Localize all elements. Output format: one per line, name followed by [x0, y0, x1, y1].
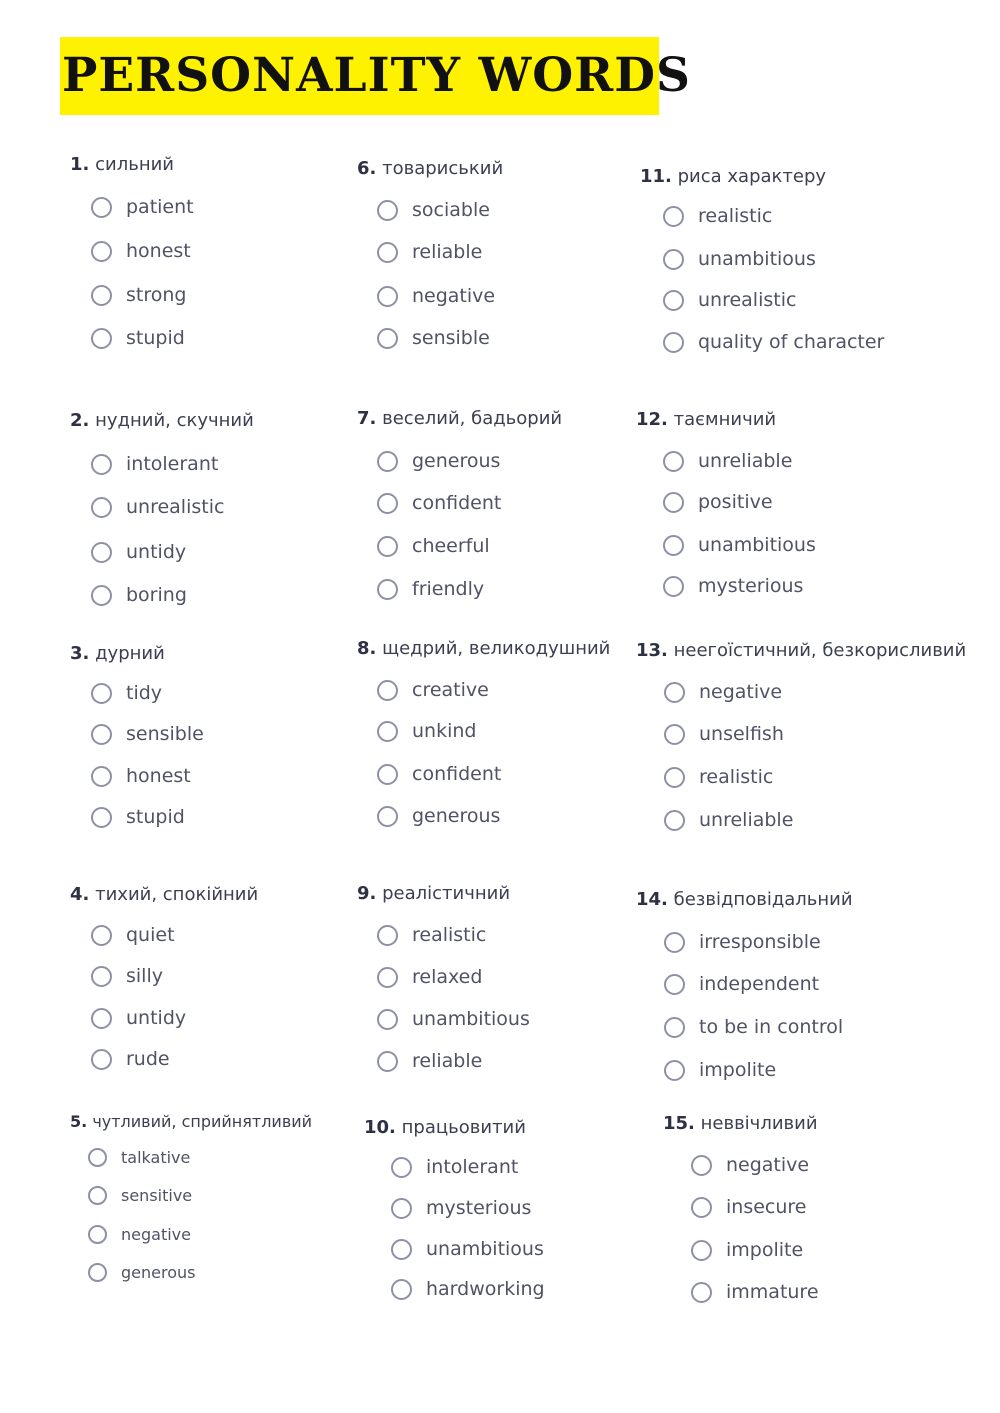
option-label: negative	[726, 1154, 810, 1176]
option-label: confident	[412, 763, 502, 785]
option-label: untidy	[126, 541, 187, 563]
radio-button[interactable]	[377, 451, 398, 472]
question-number: 2.	[70, 410, 90, 431]
question-prompt	[357, 158, 657, 180]
answer-option[interactable]	[664, 931, 821, 953]
radio-button[interactable]	[88, 1263, 107, 1282]
option-label: negative	[121, 1225, 191, 1244]
answer-option[interactable]	[91, 723, 204, 745]
radio-button[interactable]	[664, 974, 685, 995]
answer-option[interactable]	[88, 1263, 195, 1282]
question-number: 10.	[364, 1117, 396, 1138]
radio-button[interactable]	[377, 806, 398, 827]
question-3	[70, 643, 370, 665]
question-number: 6.	[357, 158, 377, 179]
radio-button[interactable]	[377, 200, 398, 221]
answer-option[interactable]	[377, 285, 495, 307]
question-prompt	[70, 643, 370, 665]
option-label: rude	[126, 1048, 170, 1070]
radio-button[interactable]	[664, 1060, 685, 1081]
answer-option[interactable]	[691, 1281, 819, 1303]
question-5	[70, 1111, 370, 1133]
answer-option[interactable]	[91, 806, 185, 828]
question-number: 7.	[357, 408, 377, 429]
option-label: mysterious	[426, 1197, 532, 1219]
question-4	[70, 884, 370, 906]
option-label: confident	[412, 492, 502, 514]
answer-option[interactable]	[663, 450, 792, 472]
question-number: 15.	[663, 1113, 695, 1134]
question-prompt	[636, 889, 936, 911]
radio-button[interactable]	[91, 1008, 112, 1029]
question-text: працьовитий	[401, 1117, 526, 1138]
question-prompt	[364, 1117, 664, 1139]
question-15	[663, 1113, 963, 1135]
answer-option[interactable]	[91, 1048, 170, 1070]
question-prompt	[70, 1111, 370, 1133]
answer-option[interactable]	[664, 809, 793, 831]
answer-option[interactable]	[663, 491, 773, 513]
radio-button[interactable]	[91, 766, 112, 787]
option-label: reliable	[412, 241, 483, 263]
answer-option[interactable]	[664, 1059, 776, 1081]
question-number: 13.	[636, 640, 668, 661]
option-label: negative	[699, 681, 783, 703]
answer-option[interactable]	[91, 924, 175, 946]
question-text: товариський	[382, 158, 504, 179]
radio-button[interactable]	[91, 1049, 112, 1070]
radio-button[interactable]	[391, 1198, 412, 1219]
radio-button[interactable]	[691, 1197, 712, 1218]
option-label: unambitious	[412, 1008, 530, 1030]
option-label: unreliable	[698, 450, 793, 472]
radio-button[interactable]	[377, 764, 398, 785]
radio-button[interactable]	[91, 683, 112, 704]
option-label: unrealistic	[126, 496, 225, 518]
question-prompt	[357, 883, 657, 905]
option-label: unambitious	[426, 1238, 544, 1260]
answer-option[interactable]	[91, 584, 187, 606]
answer-option[interactable]	[664, 681, 782, 703]
radio-button[interactable]	[663, 206, 684, 227]
radio-button[interactable]	[91, 585, 112, 606]
radio-button[interactable]	[88, 1225, 107, 1244]
option-label: sensitive	[121, 1186, 193, 1205]
answer-option[interactable]	[377, 720, 476, 742]
answer-option[interactable]	[91, 327, 185, 349]
radio-button[interactable]	[391, 1239, 412, 1260]
answer-option[interactable]	[91, 496, 224, 518]
radio-button[interactable]	[391, 1157, 412, 1178]
option-label: stupid	[126, 327, 185, 349]
option-label: creative	[412, 679, 489, 701]
answer-option[interactable]	[663, 331, 884, 353]
question-12	[636, 409, 936, 431]
answer-option[interactable]	[88, 1225, 191, 1244]
answer-option[interactable]	[664, 766, 773, 788]
option-label: irresponsible	[699, 931, 821, 953]
question-prompt	[70, 410, 370, 432]
question-number: 1.	[70, 154, 90, 175]
question-text: дурний	[95, 643, 165, 664]
option-label: impolite	[726, 1239, 804, 1261]
question-number: 4.	[70, 884, 90, 905]
option-label: stupid	[126, 806, 185, 828]
answer-option[interactable]	[91, 541, 186, 563]
question-text: неввічливий	[700, 1113, 818, 1134]
answer-option[interactable]	[377, 492, 501, 514]
answer-option[interactable]	[663, 575, 803, 597]
radio-button[interactable]	[377, 493, 398, 514]
question-prompt	[640, 166, 940, 188]
radio-button[interactable]	[664, 682, 685, 703]
answer-option[interactable]	[663, 534, 816, 556]
option-label: strong	[126, 284, 187, 306]
question-14	[636, 889, 936, 911]
answer-option[interactable]	[691, 1196, 806, 1218]
radio-button[interactable]	[91, 328, 112, 349]
radio-button[interactable]	[664, 724, 685, 745]
option-label: negative	[412, 285, 496, 307]
radio-button[interactable]	[664, 767, 685, 788]
option-label: tidy	[126, 682, 163, 704]
answer-option[interactable]	[91, 965, 163, 987]
option-label: unselfish	[699, 723, 784, 745]
page-title: PERSONALITY WORDS	[62, 48, 691, 103]
radio-button[interactable]	[377, 536, 398, 557]
option-label: realistic	[699, 766, 774, 788]
option-label: sociable	[412, 199, 490, 221]
question-11	[640, 166, 940, 188]
answer-option[interactable]	[663, 248, 816, 270]
question-13	[636, 640, 967, 662]
question-number: 11.	[640, 166, 672, 187]
question-prompt	[357, 408, 657, 430]
radio-button[interactable]	[91, 197, 112, 218]
option-label: mysterious	[698, 575, 804, 597]
answer-option[interactable]	[88, 1186, 192, 1205]
option-label: hardworking	[426, 1278, 545, 1300]
question-text: сильний	[95, 154, 174, 175]
question-number: 9.	[357, 883, 377, 904]
option-label: unambitious	[698, 248, 816, 270]
radio-button[interactable]	[691, 1240, 712, 1261]
option-label: realistic	[412, 924, 487, 946]
answer-option[interactable]	[664, 973, 819, 995]
answer-option[interactable]	[663, 205, 772, 227]
option-label: unreliable	[699, 809, 794, 831]
answer-option[interactable]	[91, 284, 186, 306]
answer-option[interactable]	[91, 765, 191, 787]
answer-option[interactable]	[391, 1278, 545, 1300]
answer-option[interactable]	[377, 763, 501, 785]
option-label: untidy	[126, 1007, 187, 1029]
radio-button[interactable]	[91, 542, 112, 563]
radio-button[interactable]	[691, 1155, 712, 1176]
question-text: таємничий	[673, 409, 777, 430]
radio-button[interactable]	[377, 1009, 398, 1030]
answer-option[interactable]	[391, 1197, 531, 1219]
answer-option[interactable]	[91, 1007, 186, 1029]
answer-option[interactable]	[377, 679, 489, 701]
option-label: generous	[121, 1263, 196, 1282]
question-2	[70, 410, 370, 432]
option-label: sensible	[126, 723, 204, 745]
radio-button[interactable]	[663, 249, 684, 270]
option-label: relaxed	[412, 966, 483, 988]
question-text: чутливий, сприйнятливий	[92, 1112, 313, 1131]
option-label: unkind	[412, 720, 477, 742]
answer-option[interactable]	[663, 289, 796, 311]
question-text: безвідповідальний	[673, 889, 853, 910]
question-prompt	[70, 884, 370, 906]
option-label: positive	[698, 491, 773, 513]
option-label: unambitious	[698, 534, 816, 556]
radio-button[interactable]	[664, 810, 685, 831]
answer-option[interactable]	[664, 723, 784, 745]
radio-button[interactable]	[91, 724, 112, 745]
option-label: impolite	[699, 1059, 777, 1081]
radio-button[interactable]	[377, 579, 398, 600]
option-label: honest	[126, 240, 191, 262]
radio-button[interactable]	[663, 451, 684, 472]
answer-option[interactable]	[377, 805, 500, 827]
option-label: patient	[126, 196, 194, 218]
answer-option[interactable]	[377, 199, 490, 221]
radio-button[interactable]	[663, 290, 684, 311]
radio-button[interactable]	[88, 1186, 107, 1205]
radio-button[interactable]	[91, 454, 112, 475]
question-text: тихий, спокійний	[95, 884, 259, 905]
radio-button[interactable]	[663, 492, 684, 513]
option-label: insecure	[726, 1196, 807, 1218]
radio-button[interactable]	[91, 807, 112, 828]
option-label: friendly	[412, 578, 485, 600]
answer-option[interactable]	[377, 535, 490, 557]
option-label: intolerant	[126, 453, 219, 475]
radio-button[interactable]	[691, 1282, 712, 1303]
radio-button[interactable]	[391, 1279, 412, 1300]
question-10	[364, 1117, 664, 1139]
radio-button[interactable]	[664, 1017, 685, 1038]
option-label: generous	[412, 450, 501, 472]
answer-option[interactable]	[377, 966, 482, 988]
answer-option[interactable]	[664, 1016, 843, 1038]
option-label: honest	[126, 765, 191, 787]
radio-button[interactable]	[663, 332, 684, 353]
question-number: 14.	[636, 889, 668, 910]
answer-option[interactable]	[691, 1239, 803, 1261]
question-9	[357, 883, 657, 905]
answer-option[interactable]	[377, 450, 500, 472]
question-prompt	[663, 1113, 963, 1135]
radio-button[interactable]	[664, 932, 685, 953]
radio-button[interactable]	[377, 925, 398, 946]
radio-button[interactable]	[377, 680, 398, 701]
question-text: нудний, скучний	[95, 410, 254, 431]
answer-option[interactable]	[391, 1156, 518, 1178]
option-label: silly	[126, 965, 163, 987]
question-1	[70, 154, 370, 176]
option-label: immature	[726, 1281, 819, 1303]
answer-option[interactable]	[377, 327, 490, 349]
option-label: quality of character	[698, 331, 885, 353]
answer-option[interactable]	[377, 924, 486, 946]
option-label: to be in control	[699, 1016, 844, 1038]
answer-option[interactable]	[91, 196, 194, 218]
answer-option[interactable]	[391, 1238, 544, 1260]
radio-button[interactable]	[377, 286, 398, 307]
option-label: reliable	[412, 1050, 483, 1072]
answer-option[interactable]	[377, 1008, 530, 1030]
answer-option[interactable]	[377, 241, 482, 263]
question-prompt	[636, 640, 967, 662]
answer-option[interactable]	[91, 240, 191, 262]
question-number: 5.	[70, 1112, 88, 1131]
option-label: independent	[699, 973, 820, 995]
radio-button[interactable]	[91, 285, 112, 306]
radio-button[interactable]	[663, 576, 684, 597]
question-prompt	[357, 638, 657, 660]
radio-button[interactable]	[377, 1051, 398, 1072]
answer-option[interactable]	[377, 578, 484, 600]
answer-option[interactable]	[691, 1154, 809, 1176]
radio-button[interactable]	[91, 925, 112, 946]
question-7	[357, 408, 657, 430]
question-text: риса характеру	[677, 166, 827, 187]
radio-button[interactable]	[377, 328, 398, 349]
question-6	[357, 158, 657, 180]
radio-button[interactable]	[91, 497, 112, 518]
option-label: boring	[126, 584, 187, 606]
question-number: 12.	[636, 409, 668, 430]
radio-button[interactable]	[377, 967, 398, 988]
radio-button[interactable]	[377, 242, 398, 263]
option-label: realistic	[698, 205, 773, 227]
radio-button[interactable]	[88, 1148, 107, 1167]
answer-option[interactable]	[91, 682, 162, 704]
question-prompt	[636, 409, 936, 431]
question-text: реалістичний	[382, 883, 511, 904]
question-8	[357, 638, 657, 660]
radio-button[interactable]	[663, 535, 684, 556]
question-prompt	[70, 154, 370, 176]
option-label: cheerful	[412, 535, 490, 557]
answer-option[interactable]	[91, 453, 218, 475]
radio-button[interactable]	[377, 721, 398, 742]
option-label: unrealistic	[698, 289, 797, 311]
option-label: generous	[412, 805, 501, 827]
question-number: 8.	[357, 638, 377, 659]
question-text: неегоїстичний, безкорисливий	[673, 640, 967, 661]
question-text: веселий, бадьорий	[382, 408, 563, 429]
answer-option[interactable]	[377, 1050, 482, 1072]
radio-button[interactable]	[91, 966, 112, 987]
question-text: щедрий, великодушний	[382, 638, 611, 659]
option-label: talkative	[121, 1148, 191, 1167]
option-label: sensible	[412, 327, 490, 349]
option-label: quiet	[126, 924, 175, 946]
radio-button[interactable]	[91, 241, 112, 262]
question-number: 3.	[70, 643, 90, 664]
answer-option[interactable]	[88, 1148, 190, 1167]
option-label: intolerant	[426, 1156, 519, 1178]
